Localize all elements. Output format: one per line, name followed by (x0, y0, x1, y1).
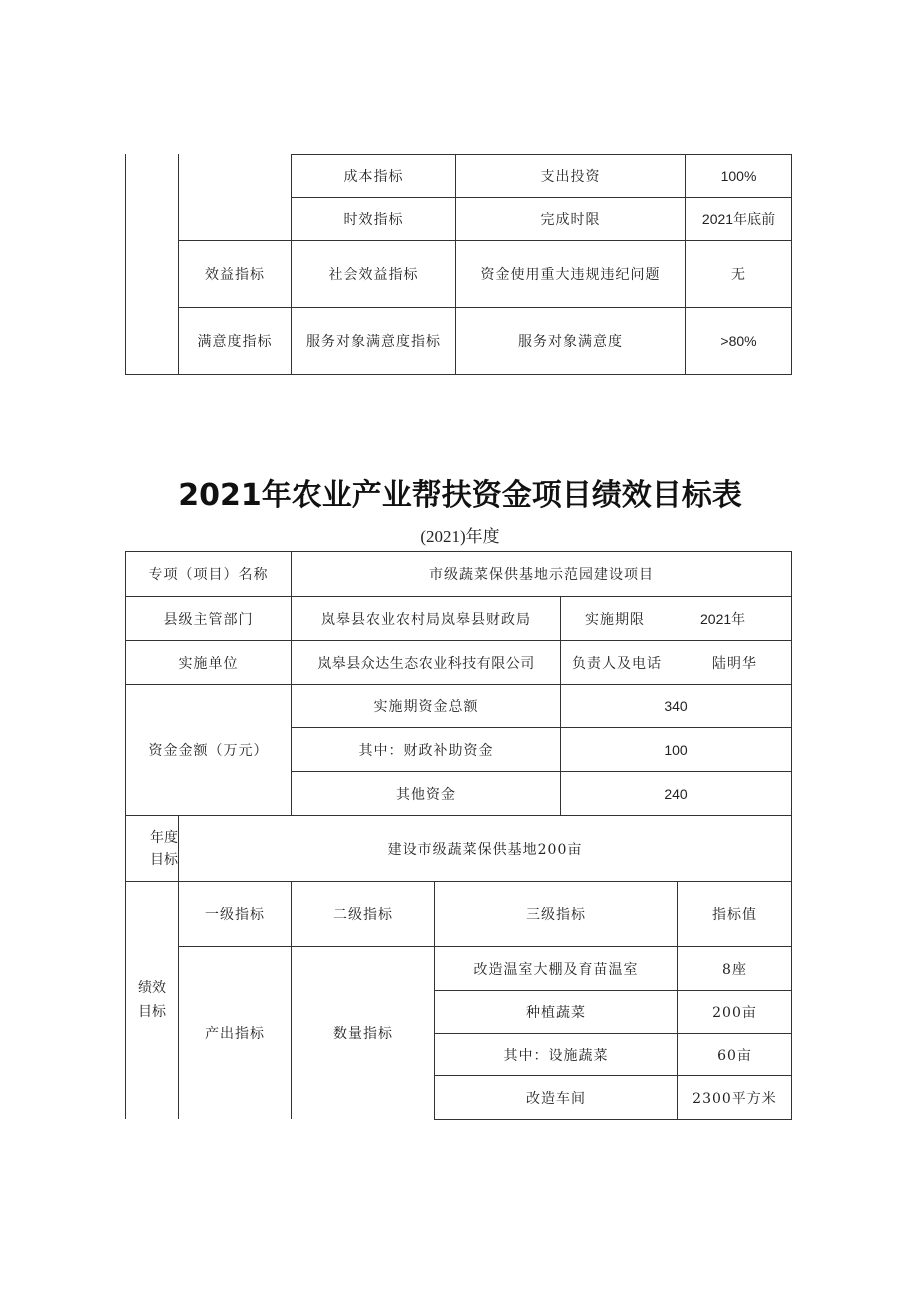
department-label: 县级主管部门 (163, 611, 254, 628)
contact-value: 陆明华 (712, 655, 757, 672)
satisfaction-indicator-label: 满意度指标 (197, 334, 273, 350)
completion-deadline-label: 完成时限 (540, 212, 601, 228)
completion-deadline-value: 2021年底前 (701, 211, 776, 227)
implementation-unit-value: 岚皋县众达生态农业科技有限公司 (317, 655, 535, 672)
fiscal-subsidy-value: 100 (664, 741, 688, 758)
expenditure-investment-value: 100% (720, 168, 757, 184)
annual-goal-value: 建设市级蔬菜保供基地200亩 (387, 841, 583, 858)
implementation-unit-label: 实施单位 (178, 655, 239, 672)
department-value: 岚皋县农业农村局岚皋县财政局 (321, 611, 531, 628)
performance-goal-label-line2: 目标 (138, 1004, 166, 1020)
period-label: 实施期限 (585, 611, 645, 628)
project-name-label: 专项（项目）名称 (148, 567, 269, 583)
indicator-facility-vegetables-value: 60亩 (717, 1047, 752, 1064)
indicator-vegetables-value: 200亩 (712, 1005, 757, 1021)
header-level2: 二级指标 (333, 907, 393, 923)
project-name-value: 市级蔬菜保供基地示范园建设项目 (429, 567, 654, 583)
cost-indicator-label: 成本指标 (343, 169, 404, 185)
expenditure-investment-label: 支出投资 (540, 169, 601, 185)
benefit-indicator-label: 效益指标 (205, 267, 265, 283)
funds-label: 资金金额（万元） (148, 743, 269, 759)
service-satisfaction-indicator-label: 服务对象满意度指标 (306, 334, 441, 350)
indicator-workshop-name: 改造车间 (526, 1090, 586, 1107)
period-value: 2021年 (700, 610, 746, 627)
output-indicator-label: 产出指标 (205, 1026, 265, 1042)
service-satisfaction-label: 服务对象满意度 (518, 334, 623, 350)
annual-goal-label (126, 816, 178, 881)
service-satisfaction-value: >80% (720, 333, 757, 349)
quantity-indicator-label: 数量指标 (333, 1026, 393, 1042)
indicator-vegetables-name: 种植蔬菜 (526, 1005, 586, 1021)
header-value: 指标值 (712, 907, 757, 923)
performance-goal-label-line1: 绩效 (138, 980, 166, 996)
header-level1: 一级指标 (205, 907, 265, 923)
total-funds-value: 340 (664, 698, 688, 714)
fiscal-subsidy-label: 其中：财政补助资金 (358, 742, 494, 759)
indicator-greenhouse-name: 改造温室大棚及育苗温室 (473, 961, 639, 978)
contact-label: 负责人及电话 (572, 655, 662, 672)
performance-goal-label (126, 960, 178, 1040)
annual-goal-label-line1: 年度 (150, 829, 178, 846)
page-subtitle: (2021)年度 (420, 527, 500, 546)
other-funds-value: 240 (664, 785, 688, 802)
other-funds-label: 其他资金 (396, 786, 456, 803)
indicator-facility-vegetables-name: 其中：设施蔬菜 (503, 1047, 609, 1064)
indicator-workshop-value: 2300平方米 (692, 1090, 777, 1107)
header-level3: 三级指标 (526, 907, 586, 923)
timeliness-indicator-label: 时效指标 (343, 212, 404, 228)
page-title: 2021年农业产业帮扶资金项目绩效目标表 (178, 478, 742, 513)
violation-issues-value: 无 (731, 267, 746, 283)
social-benefit-indicator-label: 社会效益指标 (328, 267, 419, 283)
indicator-greenhouse-value: 8座 (722, 961, 747, 978)
violation-issues-label: 资金使用重大违规违纪问题 (480, 267, 661, 283)
total-funds-label: 实施期资金总额 (373, 699, 479, 715)
annual-goal-label-line2: 目标 (150, 851, 178, 868)
